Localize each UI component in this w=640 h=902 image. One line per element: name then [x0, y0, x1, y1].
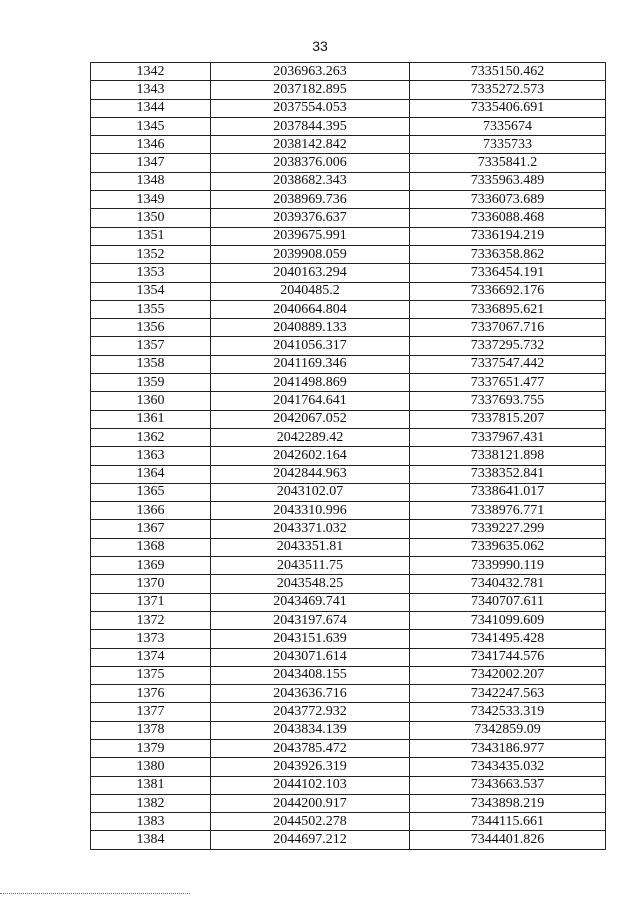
x-coordinate-cell: 2043351.81 [211, 538, 410, 556]
table-row [91, 593, 606, 611]
table-row [91, 392, 606, 410]
x-coordinate-cell: 2040163.294 [211, 264, 410, 282]
y-coordinate-cell: 7339635.062 [410, 538, 606, 556]
point-number-cell: 1383 [91, 813, 211, 831]
point-number-cell: 1359 [91, 374, 211, 392]
point-number-cell: 1373 [91, 630, 211, 648]
point-number-cell: 1353 [91, 264, 211, 282]
y-coordinate-cell: 7336692.176 [410, 282, 606, 300]
x-coordinate-cell: 2044102.103 [211, 776, 410, 794]
y-coordinate-cell: 7338352.841 [410, 465, 606, 483]
point-number-cell: 1344 [91, 99, 211, 117]
x-coordinate-cell: 2040485.2 [211, 282, 410, 300]
page-number: 33 [312, 38, 328, 54]
table-row [91, 337, 606, 355]
y-coordinate-cell: 7340707.611 [410, 593, 606, 611]
x-coordinate-cell: 2038682.343 [211, 172, 410, 190]
y-coordinate-cell: 7336454.191 [410, 264, 606, 282]
point-number-cell: 1364 [91, 465, 211, 483]
point-number-cell: 1374 [91, 648, 211, 666]
table-row [91, 81, 606, 99]
point-number-cell: 1349 [91, 191, 211, 209]
y-coordinate-cell: 7336088.468 [410, 209, 606, 227]
table-row [91, 319, 606, 337]
point-number-cell: 1368 [91, 538, 211, 556]
y-coordinate-cell: 7336358.862 [410, 245, 606, 263]
point-number-cell: 1342 [91, 63, 211, 81]
y-coordinate-cell: 7335733 [410, 136, 606, 154]
y-coordinate-cell: 7336073.689 [410, 191, 606, 209]
x-coordinate-cell: 2037182.895 [211, 81, 410, 99]
y-coordinate-cell: 7338641.017 [410, 483, 606, 501]
point-number-cell: 1369 [91, 557, 211, 575]
point-number-cell: 1357 [91, 337, 211, 355]
table-row [91, 538, 606, 556]
y-coordinate-cell: 7337693.755 [410, 392, 606, 410]
table-row [91, 831, 606, 849]
x-coordinate-cell: 2043197.674 [211, 611, 410, 629]
y-coordinate-cell: 7337815.207 [410, 410, 606, 428]
y-coordinate-cell: 7339227.299 [410, 520, 606, 538]
table-row [91, 374, 606, 392]
table-row [91, 630, 606, 648]
coordinates-table-body [91, 63, 606, 850]
table-row [91, 703, 606, 721]
y-coordinate-cell: 7343898.219 [410, 794, 606, 812]
table-row [91, 209, 606, 227]
y-coordinate-cell: 7336194.219 [410, 227, 606, 245]
y-coordinate-cell: 7335841.2 [410, 154, 606, 172]
point-number-cell: 1376 [91, 685, 211, 703]
x-coordinate-cell: 2043926.319 [211, 758, 410, 776]
x-coordinate-cell: 2039376.637 [211, 209, 410, 227]
table-row [91, 758, 606, 776]
point-number-cell: 1361 [91, 410, 211, 428]
x-coordinate-cell: 2039675.991 [211, 227, 410, 245]
x-coordinate-cell: 2040889.133 [211, 319, 410, 337]
x-coordinate-cell: 2043469.741 [211, 593, 410, 611]
y-coordinate-cell: 7342533.319 [410, 703, 606, 721]
point-number-cell: 1363 [91, 447, 211, 465]
point-number-cell: 1382 [91, 794, 211, 812]
y-coordinate-cell: 7339990.119 [410, 557, 606, 575]
table-row [91, 154, 606, 172]
y-coordinate-cell: 7341495.428 [410, 630, 606, 648]
point-number-cell: 1367 [91, 520, 211, 538]
point-number-cell: 1352 [91, 245, 211, 263]
point-number-cell: 1350 [91, 209, 211, 227]
table-row [91, 227, 606, 245]
point-number-cell: 1360 [91, 392, 211, 410]
point-number-cell: 1381 [91, 776, 211, 794]
y-coordinate-cell: 7338976.771 [410, 502, 606, 520]
x-coordinate-cell: 2042844.963 [211, 465, 410, 483]
x-coordinate-cell: 2043071.614 [211, 648, 410, 666]
point-number-cell: 1355 [91, 300, 211, 318]
y-coordinate-cell: 7340432.781 [410, 575, 606, 593]
table-row [91, 63, 606, 81]
table-row [91, 447, 606, 465]
point-number-cell: 1371 [91, 593, 211, 611]
table-row [91, 191, 606, 209]
table-row [91, 520, 606, 538]
x-coordinate-cell: 2040664.804 [211, 300, 410, 318]
x-coordinate-cell: 2044200.917 [211, 794, 410, 812]
x-coordinate-cell: 2043151.639 [211, 630, 410, 648]
table-row [91, 99, 606, 117]
x-coordinate-cell: 2041498.869 [211, 374, 410, 392]
point-number-cell: 1378 [91, 721, 211, 739]
table-row [91, 813, 606, 831]
x-coordinate-cell: 2043310.996 [211, 502, 410, 520]
x-coordinate-cell: 2044697.212 [211, 831, 410, 849]
point-number-cell: 1375 [91, 666, 211, 684]
table-row [91, 557, 606, 575]
table-row [91, 355, 606, 373]
point-number-cell: 1345 [91, 117, 211, 135]
x-coordinate-cell: 2043785.472 [211, 739, 410, 757]
y-coordinate-cell: 7344115.661 [410, 813, 606, 831]
y-coordinate-cell: 7336895.621 [410, 300, 606, 318]
x-coordinate-cell: 2043102.07 [211, 483, 410, 501]
point-number-cell: 1372 [91, 611, 211, 629]
y-coordinate-cell: 7337967.431 [410, 428, 606, 446]
y-coordinate-cell: 7343435.032 [410, 758, 606, 776]
point-number-cell: 1384 [91, 831, 211, 849]
point-number-cell: 1346 [91, 136, 211, 154]
x-coordinate-cell: 2043408.155 [211, 666, 410, 684]
x-coordinate-cell: 2042289.42 [211, 428, 410, 446]
point-number-cell: 1365 [91, 483, 211, 501]
table-row [91, 648, 606, 666]
table-row [91, 611, 606, 629]
x-coordinate-cell: 2037554.053 [211, 99, 410, 117]
x-coordinate-cell: 2039908.059 [211, 245, 410, 263]
x-coordinate-cell: 2043371.032 [211, 520, 410, 538]
point-number-cell: 1362 [91, 428, 211, 446]
point-number-cell: 1370 [91, 575, 211, 593]
table-row [91, 282, 606, 300]
table-row [91, 685, 606, 703]
y-coordinate-cell: 7337651.477 [410, 374, 606, 392]
x-coordinate-cell: 2038376.006 [211, 154, 410, 172]
point-number-cell: 1347 [91, 154, 211, 172]
table-row [91, 465, 606, 483]
x-coordinate-cell: 2042067.052 [211, 410, 410, 428]
table-row [91, 575, 606, 593]
y-coordinate-cell: 7335674 [410, 117, 606, 135]
point-number-cell: 1356 [91, 319, 211, 337]
x-coordinate-cell: 2042602.164 [211, 447, 410, 465]
table-row [91, 483, 606, 501]
x-coordinate-cell: 2038969.736 [211, 191, 410, 209]
x-coordinate-cell: 2043511.75 [211, 557, 410, 575]
y-coordinate-cell: 7342002.207 [410, 666, 606, 684]
point-number-cell: 1354 [91, 282, 211, 300]
y-coordinate-cell: 7344401.826 [410, 831, 606, 849]
point-number-cell: 1377 [91, 703, 211, 721]
y-coordinate-cell: 7335406.691 [410, 99, 606, 117]
y-coordinate-cell: 7337067.716 [410, 319, 606, 337]
y-coordinate-cell: 7341744.576 [410, 648, 606, 666]
point-number-cell: 1358 [91, 355, 211, 373]
x-coordinate-cell: 2043548.25 [211, 575, 410, 593]
table-row [91, 502, 606, 520]
table-row [91, 794, 606, 812]
x-coordinate-cell: 2037844.395 [211, 117, 410, 135]
y-coordinate-cell: 7337547.442 [410, 355, 606, 373]
y-coordinate-cell: 7343186.977 [410, 739, 606, 757]
y-coordinate-cell: 7338121.898 [410, 447, 606, 465]
table-row [91, 721, 606, 739]
x-coordinate-cell: 2041764.641 [211, 392, 410, 410]
y-coordinate-cell: 7335272.573 [410, 81, 606, 99]
x-coordinate-cell: 2036963.263 [211, 63, 410, 81]
y-coordinate-cell: 7341099.609 [410, 611, 606, 629]
point-number-cell: 1343 [91, 81, 211, 99]
x-coordinate-cell: 2038142.842 [211, 136, 410, 154]
table-row [91, 428, 606, 446]
point-number-cell: 1366 [91, 502, 211, 520]
y-coordinate-cell: 7335963.489 [410, 172, 606, 190]
table-row [91, 245, 606, 263]
table-row [91, 172, 606, 190]
point-number-cell: 1348 [91, 172, 211, 190]
y-coordinate-cell: 7337295.732 [410, 337, 606, 355]
y-coordinate-cell: 7335150.462 [410, 63, 606, 81]
table-row [91, 666, 606, 684]
footer-divider [0, 893, 190, 894]
point-number-cell: 1351 [91, 227, 211, 245]
y-coordinate-cell: 7342859.09 [410, 721, 606, 739]
coordinates-table [90, 62, 606, 850]
x-coordinate-cell: 2043772.932 [211, 703, 410, 721]
table-row [91, 264, 606, 282]
table-row [91, 410, 606, 428]
point-number-cell: 1380 [91, 758, 211, 776]
x-coordinate-cell: 2043834.139 [211, 721, 410, 739]
y-coordinate-cell: 7342247.563 [410, 685, 606, 703]
point-number-cell: 1379 [91, 739, 211, 757]
x-coordinate-cell: 2041169.346 [211, 355, 410, 373]
x-coordinate-cell: 2044502.278 [211, 813, 410, 831]
x-coordinate-cell: 2043636.716 [211, 685, 410, 703]
table-row [91, 776, 606, 794]
table-row [91, 117, 606, 135]
y-coordinate-cell: 7343663.537 [410, 776, 606, 794]
table-row [91, 739, 606, 757]
table-row [91, 136, 606, 154]
table-row [91, 300, 606, 318]
x-coordinate-cell: 2041056.317 [211, 337, 410, 355]
